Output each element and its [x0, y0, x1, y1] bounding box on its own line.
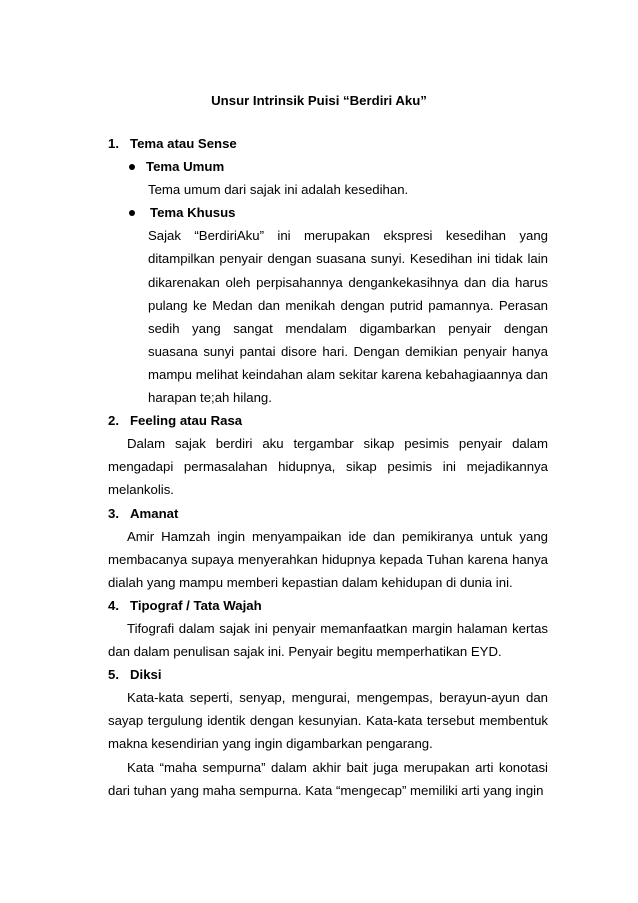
section-number: 1. — [108, 136, 119, 151]
bullet-icon — [129, 164, 135, 170]
section-heading-1 — [108, 132, 548, 155]
section-paragraph: Tifografi dalam sajak ini penyair memanfaatkan margin halaman kertas dan dalam penulisan sajak ini. Penyair begitu memperhatikan EYD. — [108, 620, 548, 660]
section-paragraph: Kata “maha sempurna” dalam akhir bait juga merupakan arti konotasi dari tuhan yang maha sempurna. Kata “mengecap” memiliki arti yang ingin — [108, 759, 548, 798]
section-title: Tipograf / Tata Wajah — [130, 597, 262, 613]
section-heading-2 — [108, 409, 548, 432]
bullet-item-tema-umum — [128, 155, 548, 178]
section-number: 2. — [108, 413, 119, 429]
section-title: Diksi — [130, 667, 162, 683]
section-number: 3. — [108, 505, 119, 521]
document-title: Unsur Intrinsik Puisi “Berdiri Aku” — [211, 93, 427, 108]
bullet-icon — [129, 210, 135, 216]
section-number: 5. — [108, 667, 119, 683]
section-paragraph: Amir Hamzah ingin menyampaikan ide dan pemikiranya untuk yang membacanya supaya menyerahkan hidupnya kepada Tuhan karena hanya dialah yang mampu memberi kepastian dalam kehidupan di dunia ini. — [108, 528, 548, 590]
section-title: Feeling atau Rasa — [130, 413, 243, 429]
section-number: 4. — [108, 597, 119, 613]
bullet-text-tema-umum: Tema umum dari sajak ini adalah kesedihan. — [148, 182, 409, 198]
bullet-text-tema-khusus: Sajak “BerdiriAku” ini merupakan ekspresi kesedihan yang ditampilkan penyair dengan suasana sunyi. Kesedihan ini tidak lain dikarenakan oleh perpisahannya dengankekasihnya dan dia harus pulang ke Medan dan menikah dengan putrid pamannya. Perasan sedih yang sangat mendalam digambarkan penyair dengan suasana sunyi pantai disore hari. Dengan demikian penyair hanya mampu melihat keindahan alam sekitar karena kebahagiaannya dan harapan te;ah hilang. — [148, 228, 548, 406]
bullet-label: Tema Khusus — [150, 205, 236, 221]
bullet-item-tema-khusus — [128, 201, 548, 224]
section-heading-5 — [108, 663, 548, 686]
section-heading-3 — [108, 502, 548, 525]
section-paragraph: Kata-kata seperti, senyap, mengurai, mengempas, berayun-ayun dan sayap tergulung identik dengan kesunyian. Kata-kata tersebut membentuk makna kesendirian yang ingin digambarkan pengarang. — [108, 690, 548, 752]
section-paragraph: Dalam sajak berdiri aku tergambar sikap pesimis penyair dalam mengadapi permasalahan hidupnya, sikap pesimis ini mejadikannya melankolis. — [108, 436, 548, 498]
section-title: Amanat — [130, 505, 179, 521]
section-heading-4 — [108, 594, 548, 617]
document-body — [108, 132, 548, 802]
section-title: Tema atau Sense — [130, 136, 237, 151]
bullet-label: Tema Umum — [146, 159, 225, 175]
